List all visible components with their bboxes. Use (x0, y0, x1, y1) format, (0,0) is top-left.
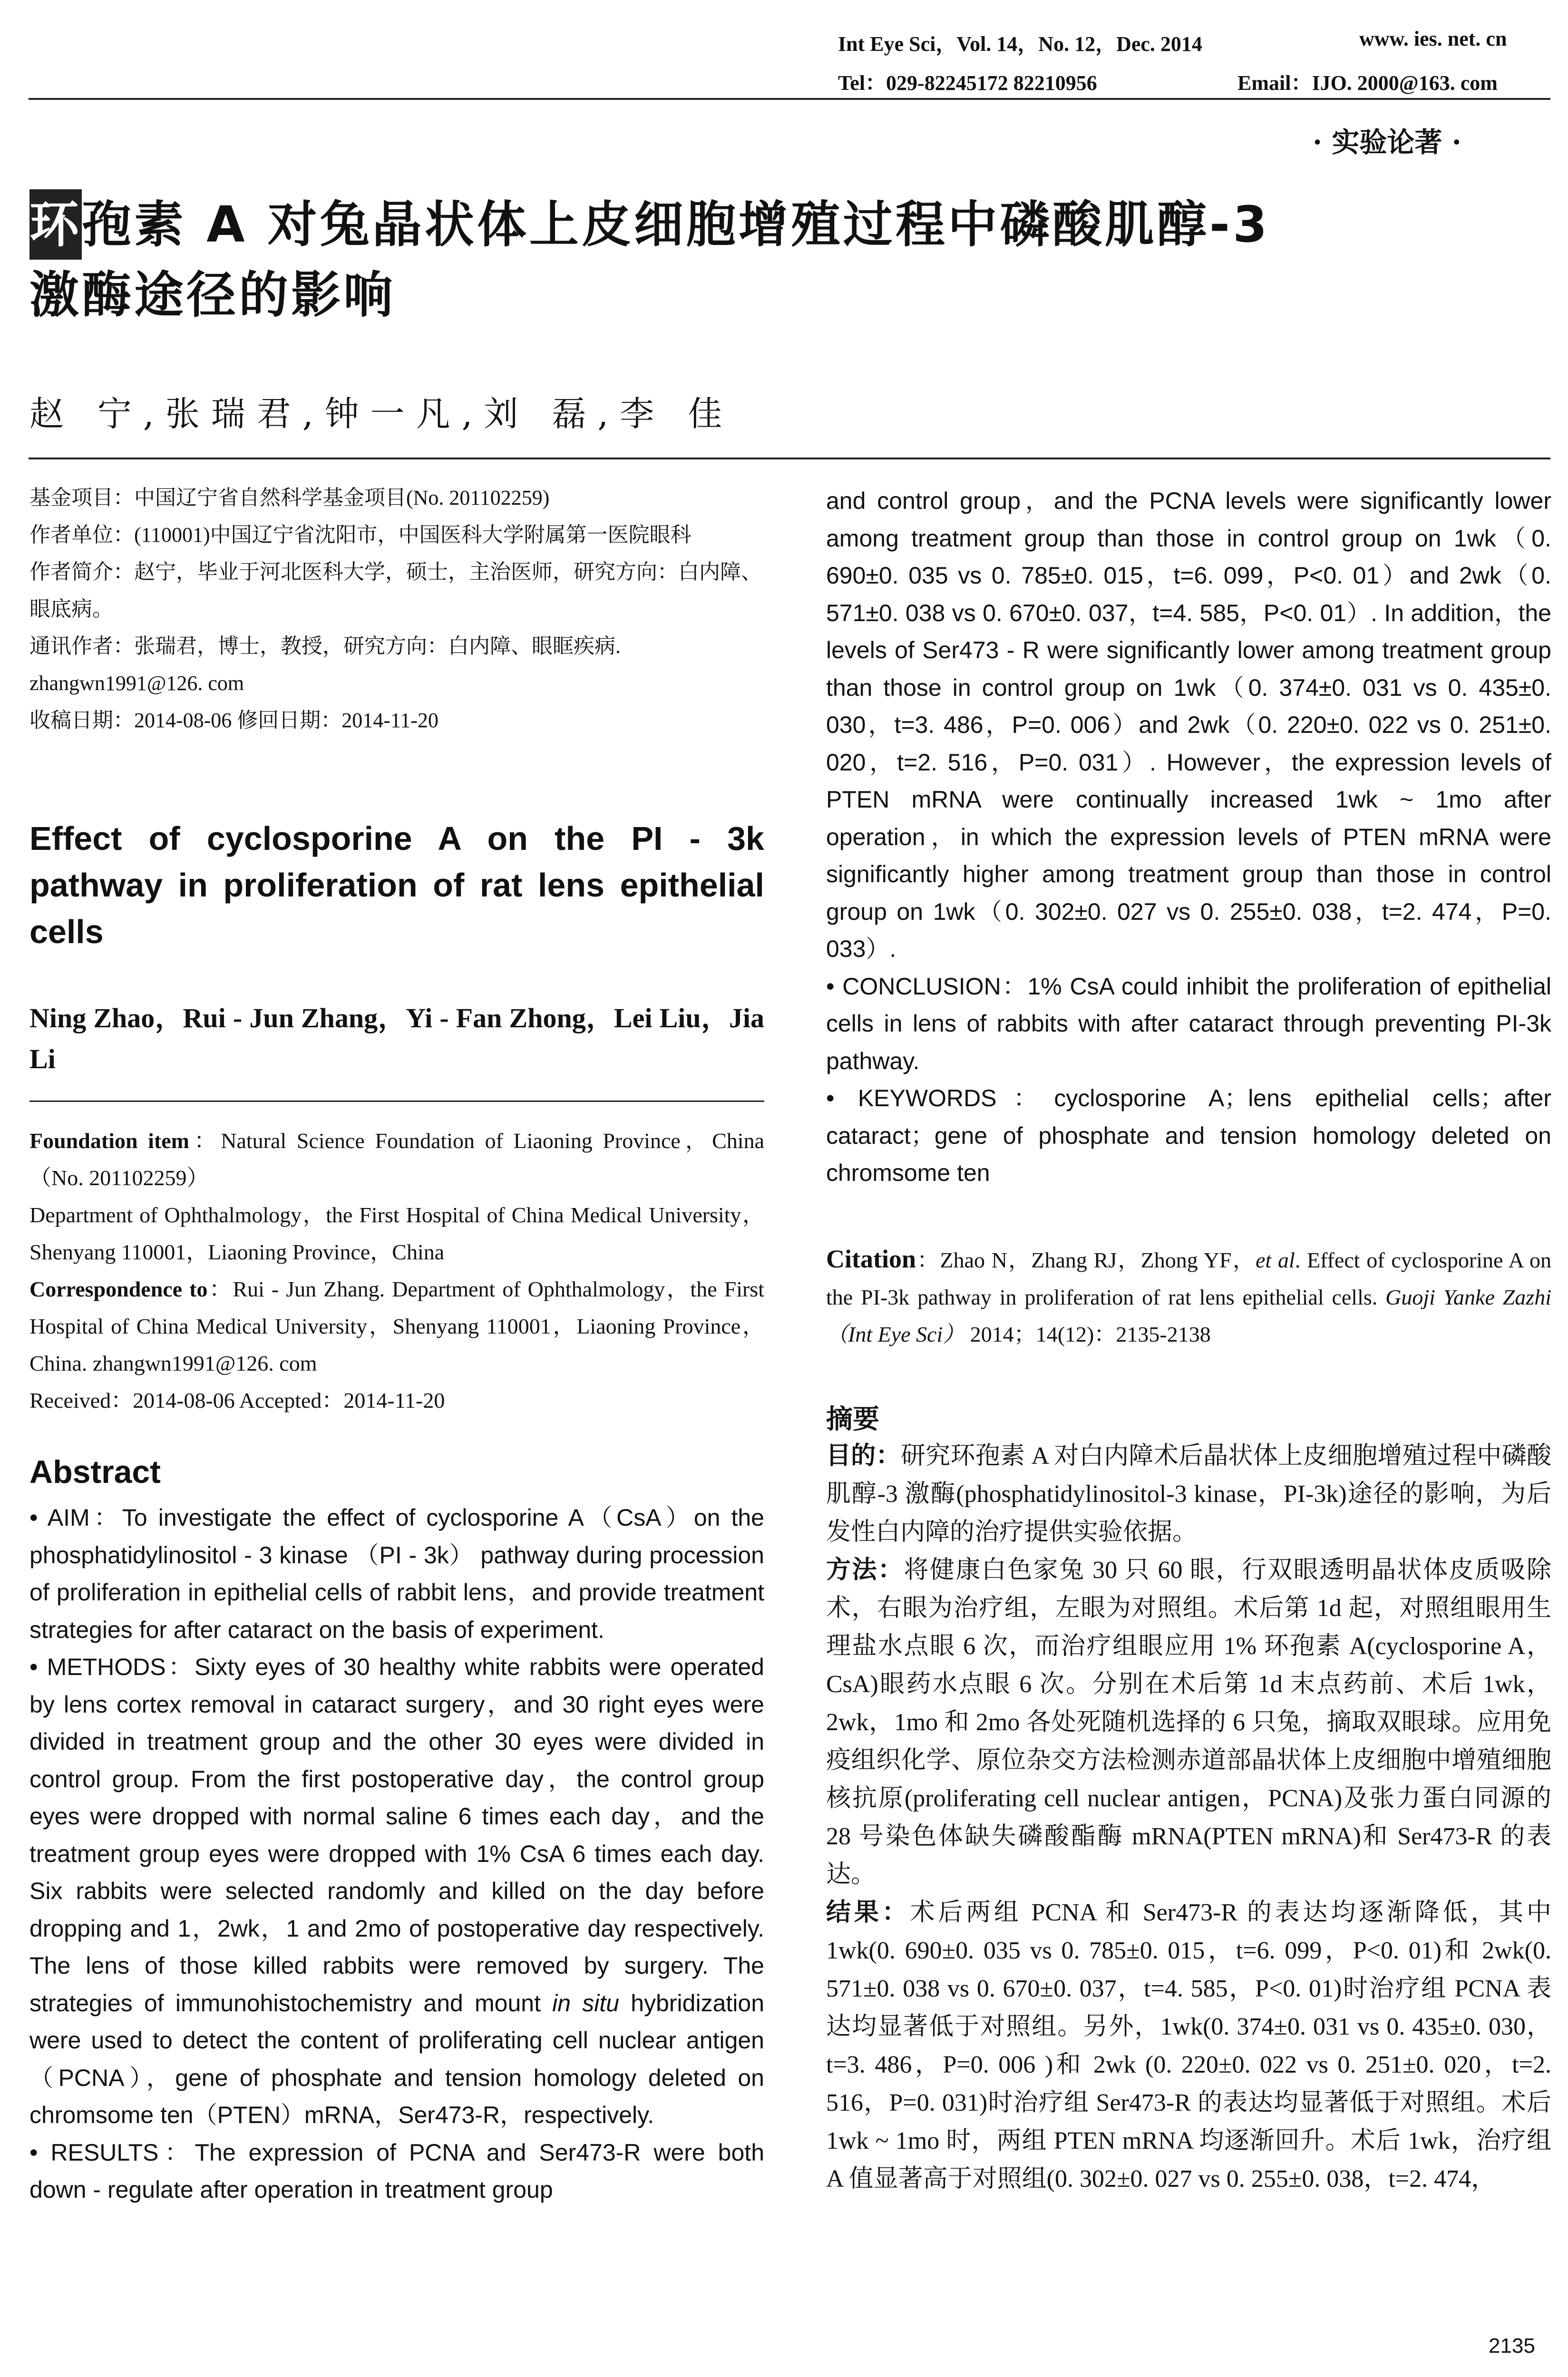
section-label: · 实验论著 · (1313, 126, 1461, 158)
journal-tel: Tel：029-82245172 82210956 (838, 71, 1097, 95)
correspondence-label: Correspondence to (29, 1277, 208, 1301)
journal-email[interactable]: Email：IJO. 2000@163. com (1237, 71, 1498, 95)
abstract-results-cont: and control group，and the PCNA levels were significantly lower among treatment group than those in control group on 1wk（0. 690±0. 035 vs 0. 785±0. 015，t=6. 099，P<0. 01）and 2wk（0. 571±0. 038 vs 0. 670±0. 037，t=4. 585，P<0. 01）. In addition，the levels of Ser473 - R were significantly lower among treatment group than those in control group on 1wk（0. 374±0. 031 vs 0. 435±0. 030，t=3. 486，P=0. 006）and 2wk（0. 220±0. 022 vs 0. 251±0. 020，t=2. 516，P=0. 031）. However，the expression levels of PTEN mRNA were continually increased 1wk ~ 1mo after operation，in which the expression levels of PTEN mRNA were significantly higher among treatment group than those in control group on 1wk（0. 302±0. 027 vs 0. 255±0. 038，t=2. 474，P=0. 033）. (826, 487, 1551, 962)
title-first-char: 环 (29, 189, 82, 260)
cn-methods: 方法：将健康白色家兔 30 只 60 眼，行双眼透明晶状体皮质吸除术，右眼为治疗组，左眼为对照组。术后第 1d 起，对照组眼用生理盐水点眼 6 次，而治疗组眼应用 1% 环孢素 A(cyclosporine A，CsA)眼药水点眼 6 次。分别在术后第 1d 末点药前、术后 1wk，2wk，1mo 和 2mo 各处死随机选择的 6 只兔，摘取双眼球。应用免疫组织化学、原位杂交方法检测赤道部晶状体上皮细胞中增殖细胞核抗原(proliferating cell nuclear antigen，PCNA)及张力蛋白同源的 28 号染色体缺失磷酸酯酶 mRNA(PTEN mRNA)和 Ser473-R 的表达。 (826, 1557, 1551, 1888)
correspondence-text: ：Rui - Jun Zhang. Department of Ophthalmology，the First Hospital of China Medical University，Shenyang 110001，Liaoning Province，China. zhangwn1991@126. com (29, 1277, 764, 1375)
chinese-title (29, 189, 1551, 330)
title-line2: 激酶途径的影响 (29, 266, 396, 324)
abstract-aim: • AIM：To investigate the effect of cyclosporine A（CsA）on the phosphatidylinositol - 3 kinase （PI - 3k） pathway during procession of proliferation in epithelial cells of rabbit lens，and provide treatment strategies for after cataract on the basis of experiment. (29, 1504, 764, 1643)
authors-rule (29, 458, 1550, 459)
correspondence-en (29, 1271, 764, 1382)
cn-results: 结果：术后两组 PCNA 和 Ser473-R 的表达均逐渐降低，其中 1wk(0. 690±0. 035 vs 0. 785±0. 015，t=6. 099，P<0. 01)和 2wk(0. 571±0. 038 vs 0. 670±0. 037，t=4. 585，P<0. 01)时治疗组 PCNA 表达均显著低于对照组。另外，1wk(0. 374±0. 031 vs 0. 435±0. 030，t=3. 486，P=0. 006 )和 2wk (0. 220±0. 022 vs 0. 251±0. 020，t=2. 516，P=0. 031)时治疗组 Ser473-R 的表达均显著低于对照组。术后 1wk ~ 1mo 时，两组 PTEN mRNA 均逐渐回升。术后 1wk，治疗组 A 值显著高于对照组(0. 302±0. 027 vs 0. 255±0. 038，t=2. 474， (826, 1899, 1551, 2192)
author-bio-cn: 作者简介：赵宁，毕业于河北医科大学，硕士，主治医师，研究方向：白内障、眼底病。 (29, 560, 762, 621)
correspondence-cn: 通讯作者：张瑞君，博士，教授，研究方向：白内障、眼眶疾病. zhangwn1991@126. com (29, 634, 621, 695)
abstract-methods: • METHODS：Sixty eyes of 30 healthy white rabbits were operated by lens cortex removal in cataract surgery，and 30 right eyes were divided in treatment group and the other 30 eyes were divided in control group. From the first postoperative day，the control group eyes were dropped with normal saline 6 times each day，and the treatment group eyes were dropped with 1% CsA 6 times each day. Six rabbits were selected randomly and killed on the day before dropping and 1，2wk，1 and 2mo of postoperative day respectively. The lens of those killed rabbits were removed by surgery. The strategies of immunohistochemistry and mount in situ hybridization were used to detect the content of proliferating cell nuclear antigen（PCNA），gene of phosphate and tension homology deleted on chromsome ten（PTEN）mRNA，Ser473-R，respectively. (29, 1654, 764, 2128)
header-rule (29, 98, 1550, 100)
chinese-info-block (29, 479, 764, 739)
english-authors-rule (29, 1101, 764, 1102)
chinese-authors: 赵 宁,张瑞君,钟一凡,刘 磊,李 佳 (29, 394, 734, 434)
title-line1: 孢素 A 对兔晶状体上皮细胞增殖过程中磷酸肌醇-3 (82, 195, 1270, 253)
department-en: Department of Ophthalmology，the First Hospital of China Medical University，Shenyang 110001，Liaoning Province，China (29, 1203, 764, 1264)
chinese-abstract-heading: 摘要 (826, 1404, 879, 1435)
abstract-left-column (29, 1499, 764, 2209)
citation-journal: Guoji Yanke Zazhi（Int Eye Sci） (826, 1285, 1551, 1346)
cn-aim: 目的：研究环孢素 A 对白内障术后晶状体上皮细胞增殖过程中磷酸肌醇-3 激酶(phosphatidylinositol-3 kinase，PI-3k)途径的影响，为后发性白内障的治疗提供实验依据。 (826, 1442, 1551, 1546)
dates-cn: 收稿日期：2014-08-06 修回日期：2014-11-20 (29, 709, 438, 732)
english-info-block (29, 1122, 764, 1419)
abstract-keywords: • KEYWORDS：cyclosporine A；lens epithelial cells；after cataract；gene of phosphate and tension homology deleted on chromsome ten (826, 1085, 1551, 1186)
foundation-item (29, 1122, 764, 1197)
abstract-conclusion: • CONCLUSION：1% CsA could inhibit the proliferation of epithelial cells in lens of rabbits with after cataract through preventing PI-3k pathway. (826, 973, 1551, 1074)
chinese-abstract (826, 1437, 1551, 2198)
page-number: 2135 (1489, 2334, 1535, 2358)
affiliation-cn: 作者单位：(110001)中国辽宁省沈阳市，中国医科大学附属第一医院眼科 (29, 523, 691, 546)
funding-cn: 基金项目：中国辽宁省自然科学基金项目(No. 201102259) (29, 486, 550, 509)
citation-block: Citation：Zhao N，Zhang RJ，Zhong YF，et al. Effect of cyclosporine A on the PI-3k pathway in proliferation of rat lens epithelial cells. Guoji Yanke Zazhi（Int Eye Sci） 2014；14(12)：2135-2138 (826, 1245, 1552, 1346)
received-accepted: Received：2014-08-06 Accepted：2014-11-20 (29, 1388, 445, 1413)
english-title: Effect of cyclosporine A on the PI - 3k pathway in proliferation of rat lens epithelial cells (29, 820, 764, 950)
journal-website[interactable]: www. ies. net. cn (1359, 27, 1507, 50)
abstract-heading: Abstract (29, 1454, 161, 1490)
journal-line: Int Eye Sci，Vol. 14，No. 12，Dec. 2014 (838, 32, 1202, 56)
foundation-label: Foundation item (29, 1129, 189, 1153)
citation-label: Citation (826, 1245, 916, 1273)
abstract-results-start: • RESULTS：The expression of PCNA and Ser473-R were both down - regulate after operation in treatment group (29, 2139, 764, 2203)
english-authors: Ning Zhao，Rui - Jun Zhang，Yi - Fan Zhong，Lei Liu，Jia Li (29, 1003, 764, 1074)
foundation-text: ：Natural Science Foundation of Liaoning Province，China（No. 201102259） (29, 1129, 764, 1190)
abstract-right-column (826, 482, 1551, 1192)
